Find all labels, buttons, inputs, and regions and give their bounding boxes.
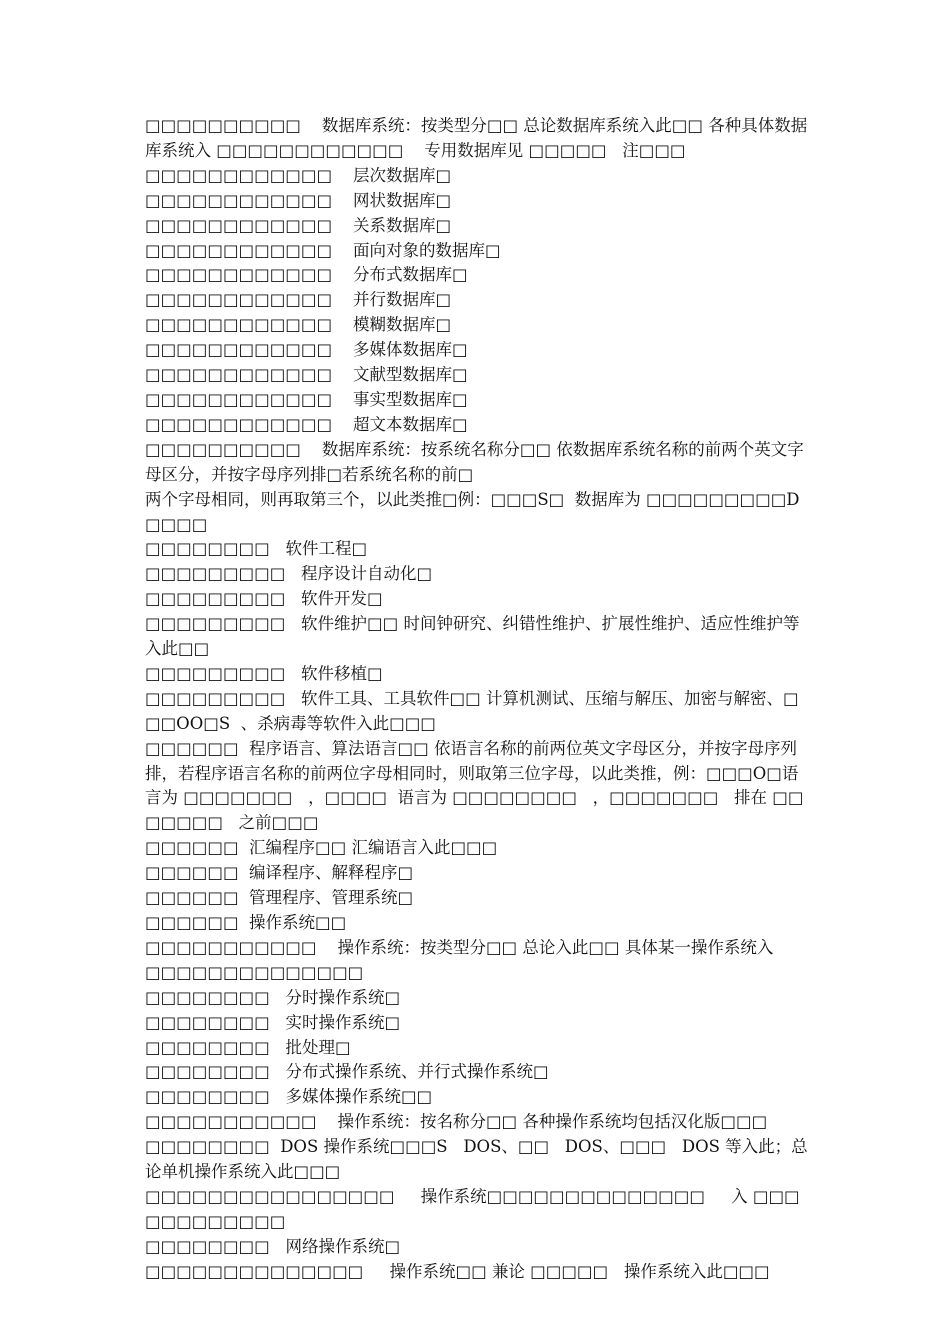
text-line-program-automation: □□□□□□□□□ 程序设计自动化□ xyxy=(145,564,433,584)
text-line-os-by-type: □□□□□□□□□□□ 操作系统：按类型分□□ 总论入此□□ 具体某一操作系统入 xyxy=(145,937,774,957)
text-line-compiler: □□□□□□ 编译程序、解释程序□ xyxy=(145,863,414,883)
text-line-parallel-db: □□□□□□□□□□□□ 并行数据库□ xyxy=(145,290,452,310)
text-line-os-entry: □□□□□□□□□□□□□□□□ 操作系统□□□□□□□□□□□□□□ 入 □□□□□□□□□□□□ xyxy=(145,1186,800,1231)
text-line-multimedia-os: □□□□□□□□ 多媒体操作系统□□ xyxy=(145,1087,433,1107)
text-line-database-by-name: □□□□□□□□□□ 数据库系统：按系统名称分□□ 依数据库系统名称的前两个英文字母区分，并按字母序列排□若系统名称的前□ xyxy=(145,439,804,484)
text-line-fuzzy-db: □□□□□□□□□□□□ 模糊数据库□ xyxy=(145,315,452,335)
text-line-time-sharing-os: □□□□□□□□ 分时操作系统□ xyxy=(145,987,401,1007)
text-line-management-program: □□□□□□ 管理程序、管理系统□ xyxy=(145,888,414,908)
text-line-distributed-os: □□□□□□□□ 分布式操作系统、并行式操作系统□ xyxy=(145,1062,549,1082)
text-line-programming-languages: □□□□□□ 程序语言、算法语言□□ 依语言名称的前两位英文字母区分，并按字母序列排，若程序语言名称的前两位字母相同时，则取第三位字母，以此类推，例：□□□O□语言为 □□□□□□□ ，□□□□ 语言为 □□□□□□□□ ，□□□□□□□ 排在 □□□□□□□ 之前□□□ xyxy=(145,738,804,833)
text-line-object-oriented-db: □□□□□□□□□□□□ 面向对象的数据库□ xyxy=(145,240,501,260)
text-line-hierarchical-db: □□□□□□□□□□□□ 层次数据库□ xyxy=(145,165,452,185)
text-line-operating-system: □□□□□□ 操作系统□□ xyxy=(145,913,347,932)
text-line-software-maintenance: □□□□□□□□□ 软件维护□□ 时间钟研究、纠错性维护、扩展性维护、适应性维护等入此□□ xyxy=(145,614,800,659)
text-line-software-development: □□□□□□□□□ 软件开发□ xyxy=(145,589,383,609)
text-line-software-engineering: □□□□□□□□ 软件工程□ xyxy=(145,539,368,559)
text-line-dos-os: □□□□□□□□ DOS 操作系统□□□S DOS、□□ DOS、□□□ DOS 等入此；总论单机操作系统入此□□□ xyxy=(145,1137,808,1182)
text-line-network-os: □□□□□□□□ 网络操作系统□ xyxy=(145,1236,401,1256)
text-line-os-by-name: □□□□□□□□□□□ 操作系统：按名称分□□ 各种操作系统均包括汉化版□□□ xyxy=(145,1112,768,1132)
text-line-factual-db: □□□□□□□□□□□□ 事实型数据库□ xyxy=(145,389,468,409)
text-line-relational-db: □□□□□□□□□□□□ 关系数据库□ xyxy=(145,215,452,235)
text-line-database-by-name-cont: 两个字母相同，则再取第三个，以此类推□例：□□□S□ 数据库为 □□□□□□□□□D□□□□ xyxy=(145,489,800,534)
text-line-os-combined: □□□□□□□□□□□□□□ 操作系统□□ 兼论 □□□□□ 操作系统入此□□□ xyxy=(145,1261,770,1281)
text-line-multimedia-db: □□□□□□□□□□□□ 多媒体数据库□ xyxy=(145,340,468,360)
text-line-os-by-type-cont: □□□□□□□□□□□□□□ xyxy=(145,962,364,982)
text-line-software-porting: □□□□□□□□□ 软件移植□ xyxy=(145,663,383,683)
text-line-batch-processing: □□□□□□□□ 批处理□ xyxy=(145,1037,351,1057)
text-line-assembler: □□□□□□ 汇编程序□□ 汇编语言入此□□□ xyxy=(145,838,498,858)
text-line-hypertext-db: □□□□□□□□□□□□ 超文本数据库□ xyxy=(145,414,468,434)
text-line-network-db: □□□□□□□□□□□□ 网状数据库□ xyxy=(145,190,452,210)
document-body xyxy=(145,114,810,1285)
text-line-realtime-os: □□□□□□□□ 实时操作系统□ xyxy=(145,1012,401,1032)
text-line-software-tools: □□□□□□□□□ 软件工具、工具软件□□ 计算机测试、压缩与解压、加密与解密、□□□OO□S 、杀病毒等软件入此□□□ xyxy=(145,688,799,733)
text-line-distributed-db: □□□□□□□□□□□□ 分布式数据库□ xyxy=(145,265,468,285)
text-line-document-db: □□□□□□□□□□□□ 文献型数据库□ xyxy=(145,365,468,385)
text-line-database-type: □□□□□□□□□□ 数据库系统：按类型分□□ 总论数据库系统入此□□ 各种具体数据库系统入 □□□□□□□□□□□□ 专用数据库见 □□□□□ 注□□□ xyxy=(145,116,808,160)
